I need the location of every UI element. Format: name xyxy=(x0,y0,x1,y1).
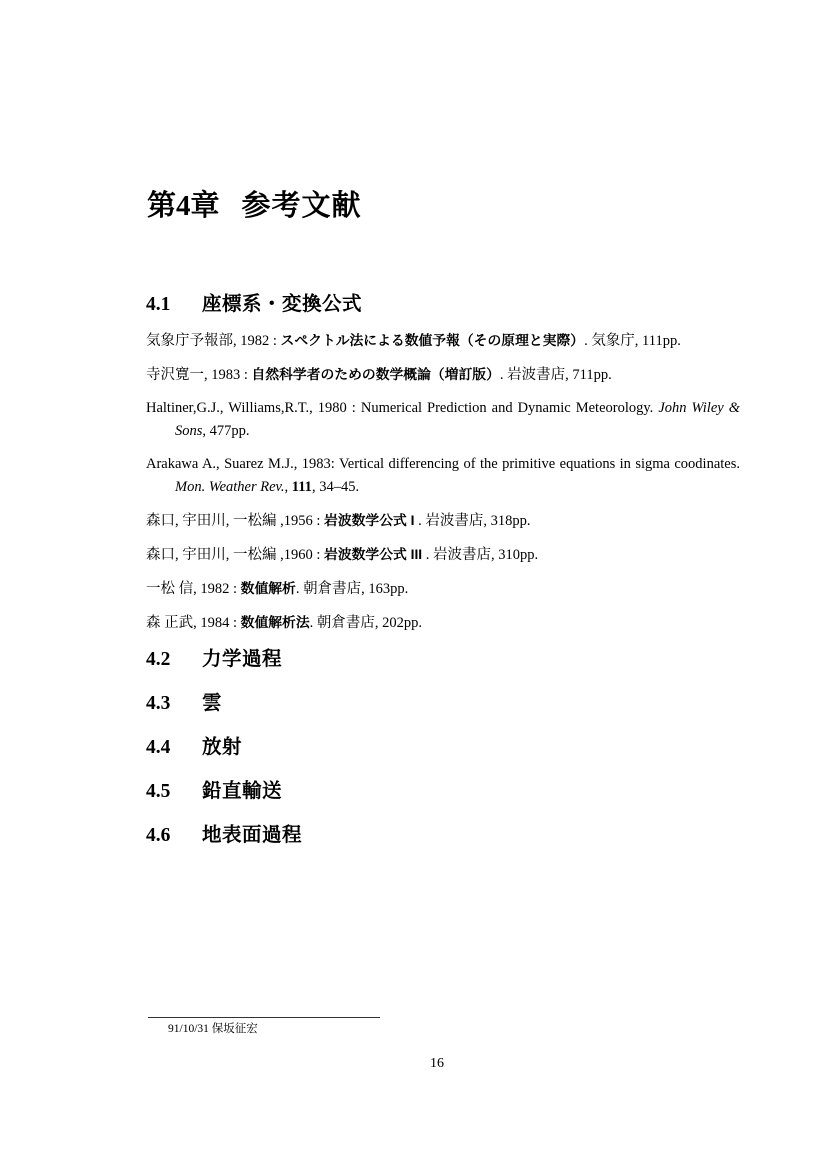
chapter-heading xyxy=(147,188,362,224)
reference-entry xyxy=(146,577,740,601)
reference-list xyxy=(146,329,740,645)
reference-segment: 森 正武, 1984 : xyxy=(146,615,241,631)
section-number: 4.5 xyxy=(146,781,171,802)
footnote-text: 91/10/31 保坂征宏 xyxy=(168,1023,258,1035)
reference-segment: Mon. Weather Rev. xyxy=(175,479,285,495)
section-number: 4.1 xyxy=(146,294,171,315)
reference-segment: John Wiley & Sons xyxy=(175,400,740,439)
section-heading-4-4 xyxy=(146,734,302,761)
section-number: 4.6 xyxy=(146,825,171,846)
section-number: 4.3 xyxy=(146,693,171,714)
reference-entry xyxy=(146,363,740,387)
reference-segment: 森口, 宇田川, 一松編 ,1960 : xyxy=(146,547,325,563)
reference-entry xyxy=(146,329,740,353)
section-title: 座標系・変換公式 xyxy=(202,293,363,315)
section-heading-4-6 xyxy=(146,822,302,849)
reference-segment: . 岩波書店, 310pp. xyxy=(422,547,539,563)
section-list xyxy=(146,646,302,866)
section-title: 地表面過程 xyxy=(202,824,303,846)
section-title: 鉛直輸送 xyxy=(202,780,283,802)
chapter-number: 第4章 xyxy=(147,190,220,222)
reference-segment: . 朝倉書店, 163pp. xyxy=(295,581,409,597)
section-title: 雲 xyxy=(202,692,223,714)
section-heading-4-3 xyxy=(146,690,302,717)
reference-entry xyxy=(146,453,740,499)
reference-entry xyxy=(146,397,740,443)
section-heading-4-5 xyxy=(146,778,302,805)
reference-segment: 気象庁予報部, 1982 : xyxy=(146,333,281,349)
reference-segment: 岩波数学公式 I xyxy=(324,513,415,528)
reference-segment: . 岩波書店, 318pp. xyxy=(414,513,531,529)
reference-segment: , 477pp. xyxy=(202,423,250,439)
reference-segment: 数値解析 xyxy=(240,581,296,596)
reference-segment: Arakawa A., Suarez M.J., 1983: Vertical differencing of the primitive equations in sigma coodinates. xyxy=(146,456,740,472)
footnote-area xyxy=(148,1017,740,1037)
reference-segment: Haltiner,G.J., Williams,R.T., 1980 : Numerical Prediction and Dynamic Meteorology. xyxy=(146,400,659,416)
reference-segment: . 朝倉書店, 202pp. xyxy=(309,615,423,631)
reference-entry xyxy=(146,509,740,533)
reference-segment: 111 xyxy=(291,479,312,495)
section-number: 4.2 xyxy=(146,649,171,670)
section-title: 放射 xyxy=(202,736,243,758)
section-heading-4-2 xyxy=(146,646,302,673)
section-number: 4.4 xyxy=(146,737,171,758)
reference-segment: スペクトル法による数値予報（その原理と実際） xyxy=(280,333,585,348)
reference-entry xyxy=(146,611,740,635)
reference-segment: 寺沢寛一, 1983 : xyxy=(146,367,252,383)
reference-segment: 自然科学者のための数学概論（増訂版） xyxy=(251,367,500,382)
reference-segment: 数値解析法 xyxy=(240,615,310,630)
reference-segment: 森口, 宇田川, 一松編 ,1956 : xyxy=(146,513,325,529)
reference-segment: 岩波数学公式 III xyxy=(324,547,423,562)
section-heading-4-1 xyxy=(146,291,362,318)
reference-segment: , 34–45. xyxy=(311,479,360,495)
reference-entry xyxy=(146,543,740,567)
chapter-title-text: 参考文献 xyxy=(241,190,362,222)
page-number: 16 xyxy=(430,1056,444,1071)
reference-segment: . 岩波書店, 711pp. xyxy=(499,367,612,383)
reference-segment: 一松 信, 1982 : xyxy=(146,581,241,597)
footnote-rule xyxy=(148,1017,380,1018)
section-title: 力学過程 xyxy=(202,648,283,670)
reference-segment: . 気象庁, 111pp. xyxy=(584,333,681,349)
reference-segment: , xyxy=(284,479,292,495)
